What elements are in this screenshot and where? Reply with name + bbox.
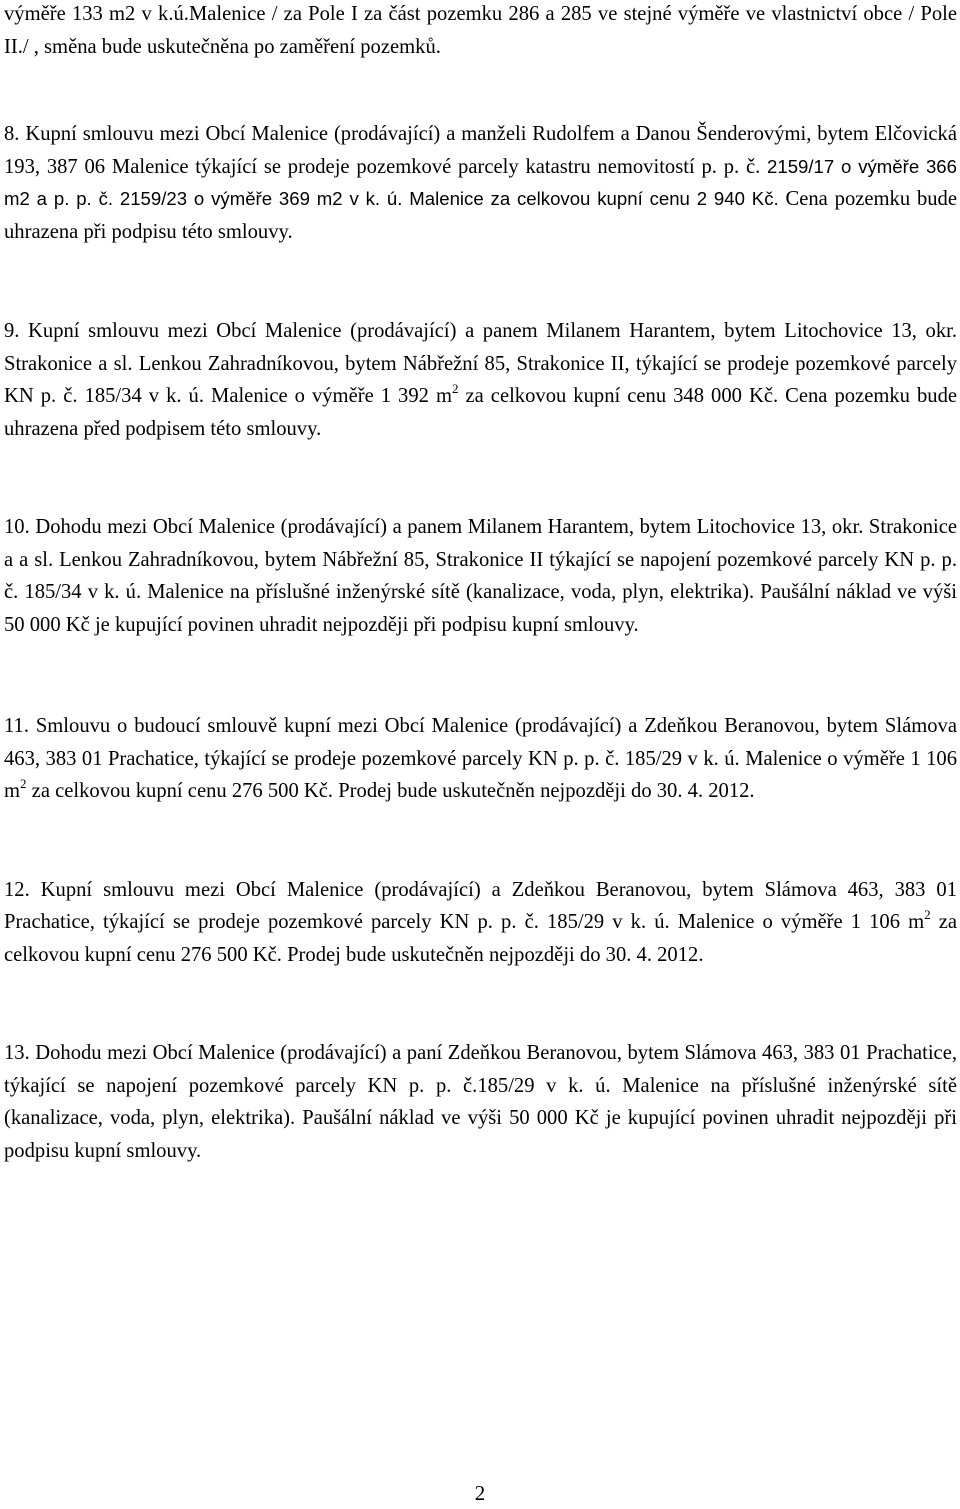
item-13-text: 13. Dohodu mezi Obcí Malenice (prodávající) a paní Zdeňkou Beranovou, bytem Slámova 463, 383 01 Prachatice, týkající se napojení pozemkové parcely KN p. p. č.185/29 v k. ú. Malenice na příslušné inženýrské sítě (kanalizace, voda, plyn, elektrika). Paušální náklad ve výši 50 000 Kč je kupující povinen uhradit nejpozději při podpisu kupní smlouvy. — [4, 1042, 957, 1162]
page-number: 2 — [474, 1481, 486, 1505]
paragraph-item-13 — [4, 1037, 957, 1167]
item-11-superscript: 2 — [20, 776, 27, 791]
paragraph-item-10 — [4, 511, 957, 641]
paragraph-item-12 — [4, 874, 957, 972]
paragraph-item-8 — [4, 118, 957, 248]
item-8-text-start: 8. Kupní smlouvu mezi Obcí Malenice (prodávající) a manželi Rudolfem a Danou Šenderovými, bytem Elčovická 193, 387 06 Malenice týkající se prodeje pozemkové parcely katastru nemovitostí p. p. č. — [4, 123, 957, 178]
paragraph-item-9 — [4, 315, 957, 445]
item-11-text-start: 11. Smlouvu o budoucí smlouvě kupní mezi Obcí Malenice (prodávající) a Zdeňkou Beranovou, bytem Slámova 463, 383 01 Prachatice, týkající se prodeje pozemkové parcely KN p. p. č. 185/29 v k. ú. Malenice o výměře 1 106 m — [4, 715, 957, 802]
item-8-text-parcels: 2159/17 o výměře 366 m2 a p. p. č. 2159/23 o výměře 369 m2 v k. ú. Malenice za celkovou kupní cenu 2 940 Kč. — [4, 155, 957, 209]
item-9-superscript: 2 — [451, 381, 459, 396]
item-12-superscript: 2 — [924, 907, 931, 922]
item-11-text-end: za celkovou kupní cenu 276 500 Kč. Prodej bude uskutečněn nejpozději do 30. 4. 2012. — [26, 780, 755, 802]
paragraph-item-11 — [4, 710, 957, 808]
paragraph-intro-text: výměře 133 m2 v k.ú.Malenice / za Pole I za část pozemku 286 a 285 ve stejné výměře ve vlastnictví obce / Pole II./ , směna bude uskutečněna po zaměření pozemků. — [4, 3, 957, 58]
item-9-text-start: 9. Kupní smlouvu mezi Obcí Malenice (prodávající) a panem Milanem Harantem, bytem Litochovice 13, okr. Strakonice a sl. Lenkou Zahradníkovou, bytem Nábřežní 85, Strakonice II, týkající se prodeje pozemkové parcely KN p. č. 185/34 v k. ú. Malenice o výměře 1 392 m — [4, 320, 957, 407]
item-12-text-end: za celkovou kupní cenu 276 500 Kč. Prodej bude uskutečněn nejpozději do 30. 4. 2012. — [4, 911, 958, 966]
item-12-text-start: 12. Kupní smlouvu mezi Obcí Malenice (prodávající) a Zdeňkou Beranovou, bytem Slámova 463, 383 01 Prachatice, týkající se prodeje pozemkové parcely KN p. p. č. 185/29 v k. ú. Malenice o výměře 1 106 m — [4, 878, 957, 933]
item-9-text-end: za celkovou kupní cenu 348 000 Kč. Cena pozemku bude uhrazena před podpisem této smlouvy. — [4, 385, 958, 440]
item-8-text-end: Cena pozemku bude uhrazena při podpisu této smlouvy. — [4, 188, 957, 243]
document-page — [4, 0, 957, 1167]
item-10-text: 10. Dohodu mezi Obcí Malenice (prodávající) a panem Milanem Harantem, bytem Litochovice 13, okr. Strakonice a a sl. Lenkou Zahradníkovou, bytem Nábřežní 85, Strakonice II týkající se napojení pozemkové parcely KN p. p. č. 185/34 v k. ú. Malenice na příslušné inženýrské sítě (kanalizace, voda, plyn, elektrika). Paušální náklad ve výši 50 000 Kč je kupující povinen uhradit nejpozději při podpisu kupní smlouvy. — [4, 516, 957, 636]
paragraph-intro — [4, 0, 957, 63]
